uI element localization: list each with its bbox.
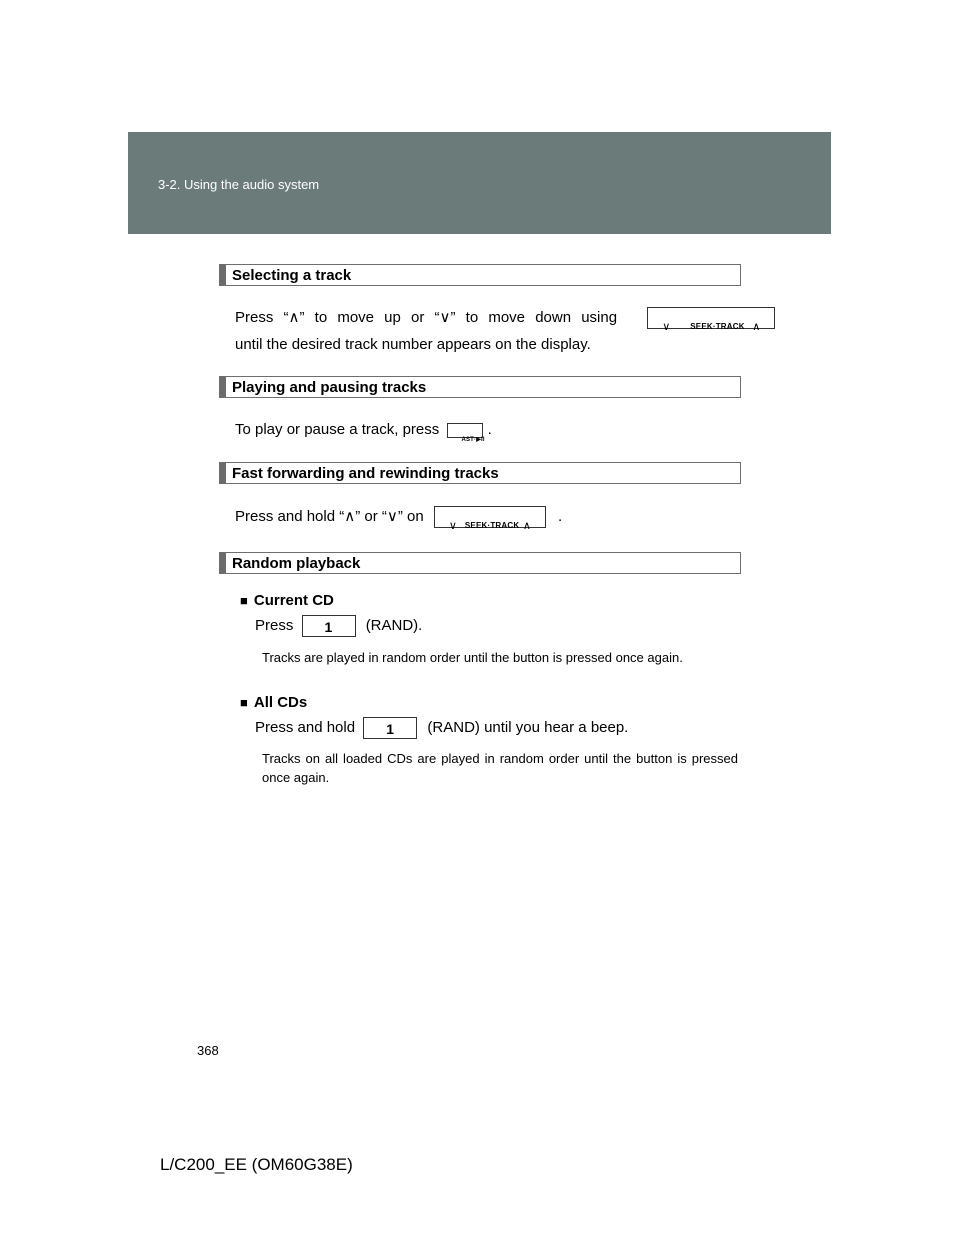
- document-code: L/C200_EE (OM60G38E): [160, 1155, 353, 1174]
- preset-1-button: 1: [302, 615, 356, 637]
- preset-1-button: 1: [363, 717, 417, 739]
- section-header-selecting-track: [219, 264, 741, 286]
- bullet-heading-text: Current CD: [253, 592, 334, 609]
- section-header-play-pause: [219, 376, 741, 398]
- section-header-fast-forward-rewind: [219, 462, 741, 484]
- paragraph-fast-forward-rewind: [235, 503, 562, 531]
- paragraph-text: Press and hold “∧” or “∨” on: [235, 508, 424, 525]
- chapter-header-title: 3-2. Using the audio system: [158, 177, 320, 192]
- section-title: Playing and pausing tracks: [232, 379, 427, 396]
- section-title: Random playback: [232, 555, 361, 572]
- section-title: Selecting a track: [232, 267, 352, 284]
- paragraph-text: Press and hold: [255, 719, 356, 736]
- paragraph-text-end: (RAND) until you hear a beep.: [427, 719, 629, 736]
- paragraph-selecting-track-line1: [235, 304, 775, 332]
- bullet-heading-all-cds: [240, 694, 307, 711]
- paragraph-text-end: .: [558, 508, 563, 525]
- paragraph-text-end: (RAND).: [365, 617, 423, 634]
- ast-play-pause-button: [447, 423, 485, 443]
- ast-label: AST·▶II: [461, 436, 485, 443]
- paragraph-all-cds: [255, 714, 628, 742]
- bullet-heading-text: All CDs: [253, 694, 308, 711]
- section-header-random-playback: [219, 552, 741, 574]
- seek-track-button: [647, 307, 775, 334]
- seek-track-button: [434, 506, 546, 533]
- bullet-icon: ■: [240, 593, 248, 608]
- seek-track-label: SEEK·TRACK: [464, 521, 520, 531]
- chevron-down-icon: ∨: [448, 520, 458, 533]
- paragraph-text: To play or pause a track, press: [235, 421, 440, 438]
- chevron-up-icon: ∧: [752, 321, 761, 334]
- paragraph-selecting-track-line2: until the desired track number appears on the display.: [235, 336, 591, 353]
- note-current-cd: Tracks are played in random order until the button is pressed once again.: [262, 650, 683, 665]
- seek-track-label: SEEK·TRACK: [690, 322, 745, 332]
- bullet-heading-current-cd: [240, 592, 334, 609]
- section-title: Fast forwarding and rewinding tracks: [232, 465, 499, 482]
- chapter-header-band: [128, 132, 831, 234]
- paragraph-text-end: .: [487, 421, 492, 438]
- paragraph-text: Press “∧” to move up or “∨” to move down using: [235, 309, 618, 326]
- paragraph-current-cd: [255, 612, 422, 640]
- note-all-cds: Tracks on all loaded CDs are played in random order until the button is pressed once again.: [262, 751, 738, 785]
- chevron-down-icon: ∨: [662, 321, 671, 334]
- page-number: 368: [197, 1043, 219, 1058]
- chevron-up-icon: ∧: [522, 520, 532, 533]
- paragraph-play-pause: [235, 416, 492, 444]
- paragraph-text: Press: [255, 617, 294, 634]
- bullet-icon: ■: [240, 695, 248, 710]
